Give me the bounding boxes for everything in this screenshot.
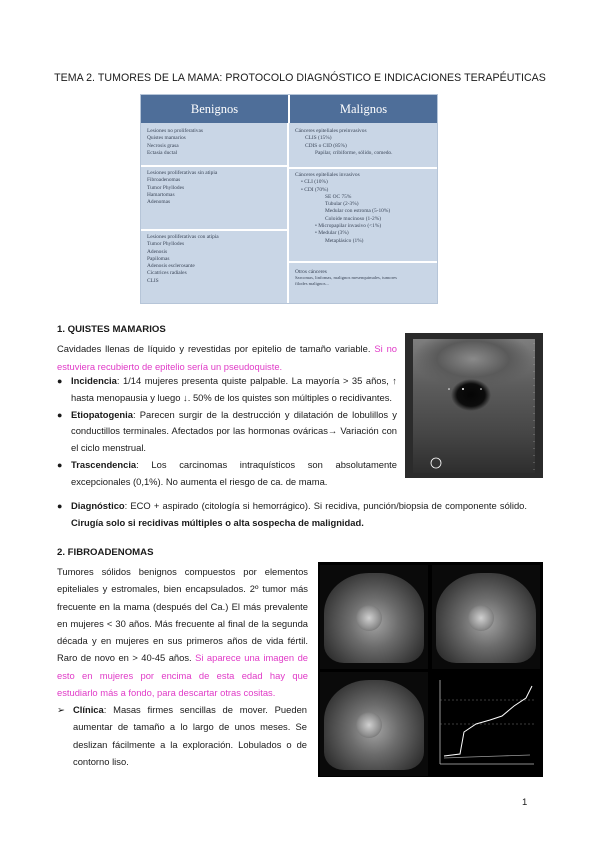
list-item: ● Etiopatogenia: Parecen surgir de la destrucción y dilatación de lobulillos y conductillos terminales. Afectados por las hormonas ováricas→ Variación con el ciclo menstrual.: [57, 408, 397, 454]
mri-panel: [320, 565, 428, 669]
benign-group-3: Lesiones proliferativas con atipia Tumor Phyllodes Adenosis Papilomas Adenosis esclerosante Cicatrices radiales CLIS: [147, 234, 219, 284]
section-heading-fibroadenomas: 2. FIBROADENOMAS: [57, 547, 154, 558]
section1-note: Si no estuviera recubierto de epitelio sería un pseudoquiste.: [57, 343, 398, 372]
mri-panel: [320, 672, 428, 776]
header-benign: Benignos: [141, 95, 290, 123]
benign-group-2: Lesiones proliferativas sin atipia Fibroadenomas Tumor Phyllodes Hamartomas Adenomas: [147, 170, 218, 206]
section2-intro: Tumores sólidos benignos compuestos por elementos epiteliales y estromales, bien encapsulados. 2º tumor más frecuente en la mama (después del Ca.) El más prevalente en mujeres < 30 años. Más frecuente al final de la segunda década y en mujeres en sus primeros años de vida fértil. Raro de novo en > 40-45 años. Si aparece una imagen de esto en mujeres por encima de esta edad hay que estudiarlo más a fondo, para descartar otras cositas.: [57, 566, 308, 699]
page-number: 1: [522, 797, 528, 808]
list-item: ● Trascendencia: Los carcinomas intraquísticos son absolutamente excepcionales (0,1%). No aumenta el riesgo de ca. de mama.: [57, 458, 397, 487]
malignant-group-2: Cánceres epiteliales invasivos • CLI (10%) • CDI (70%) SE OC 75% Tubular (2-3%) Medular con estroma (5-10%) Coloide mucinoso (1-2%) • Micropapilar invasivo (<1%) • Medular (3%) Metaplásico (1%): [295, 172, 391, 244]
list-item: ● Incidencia: 1/14 mujeres presenta quiste palpable. La mayoría > 35 años, ↑ hasta menopausia y luego ↓. 50% de los quistes son múltiples o recidivantes.: [57, 375, 397, 403]
mri-panel: [432, 565, 540, 669]
malignant-group-3: Otros cánceres Sarcomas, linfomas, malignos mesenquimales, tumores filodes malignos...: [295, 269, 397, 287]
document-title: TEMA 2. TUMORES DE LA MAMA: PROTOCOLO DIAGNÓSTICO E INDICACIONES TERAPÉUTICAS: [54, 72, 546, 84]
header-malignant: Malignos: [339, 102, 388, 116]
section1-bullets: [57, 373, 397, 491]
malignant-group-1: Cánceres epiteliales preinvasivos CLIS (15%) CDIS o CID (85%) Papilar, cribiforme, sólido, comedo.: [295, 128, 393, 156]
section1-intro: Cavidades llenas de líquido y revestidas por epitelio de tamaño variable. Si no estuviera recubierto de epitelio sería un pseudoquiste.: [57, 343, 398, 372]
classification-table-figure: [140, 94, 438, 304]
mri-image-grid: [318, 562, 543, 777]
arrowhead-bullet-icon: ➢: [57, 704, 65, 715]
table-header: [141, 95, 437, 123]
section2-clinica: ➢ Clínica: Masas firmes sencillas de mover. Pueden aumentar de tamaño a lo largo de unos meses. Se deslizan fácilmente a la exploración. Lobulados o de contorno liso.: [57, 701, 307, 770]
ultrasound-image: [405, 333, 543, 478]
section-heading-quistes: 1. QUISTES MAMARIOS: [57, 324, 166, 335]
benign-group-1: Lesiones no proliferativas Quistes mamarios Necrosis grasa Ectasia ductal: [147, 128, 203, 156]
section1-bullets-wide: [57, 498, 527, 532]
section2-note: Si aparece una imagen de esto en mujeres por encima de esta edad hay que estudiarlo más a fondo, para descartar otras cositas.: [57, 652, 308, 699]
enhancement-curve-graph: [430, 672, 540, 774]
list-item: ● Diagnóstico: ECO + aspirado (citología si hemorrágico). Si recidiva, punción/biopsia de componente sólido. Cirugía solo si recidivas múltiples o alta sospecha de malignidad.: [57, 500, 527, 528]
